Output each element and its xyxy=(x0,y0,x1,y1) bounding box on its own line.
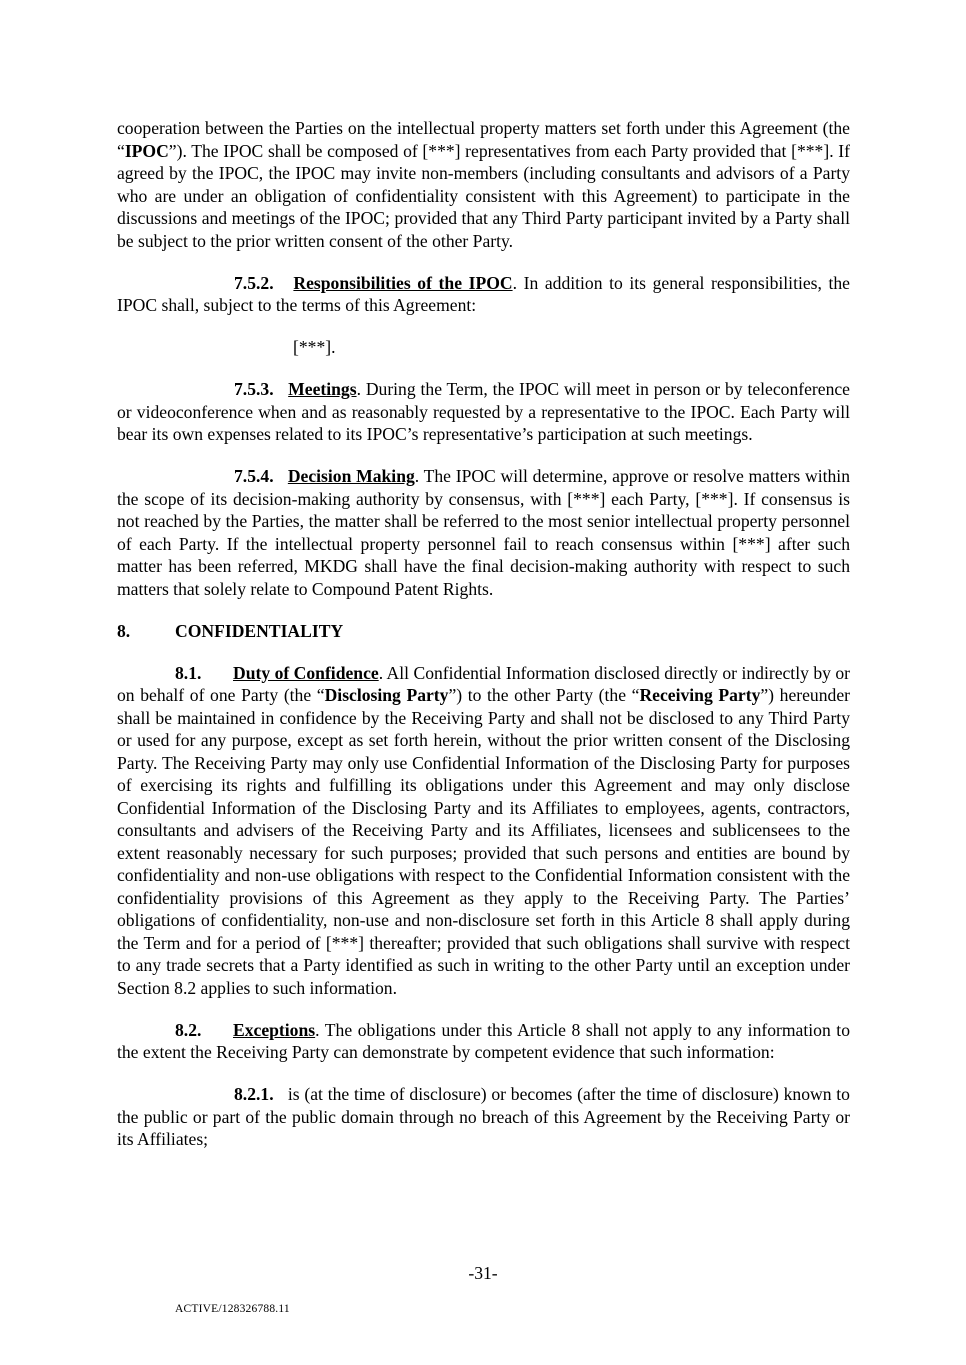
section-7-5-3: 7.5.3. Meetings. During the Term, the IPOC will meet in person or by teleconference or videoconference when and as reasonably requested by a representative to the IPOC. Each Party will bear its own expenses related to its IPOC’s representative’s participation at such meetings. xyxy=(117,379,850,444)
section-8-2: 8.2. Exceptions. The obligations under this Article 8 shall not apply to any information to the extent the Receiving Party can demonstrate by competent evidence that such information: xyxy=(117,1019,850,1062)
defined-term-ipoc: IPOC xyxy=(124,140,169,161)
section-8-2-1: 8.2.1. is (at the time of disclosure) or becomes (after the time of disclosure) known to the public or part of the public domain through no breach of this Agreement by the Receiving Party or its Affiliates; xyxy=(117,1084,850,1149)
section-number: 8.2. xyxy=(175,1019,202,1040)
section-title: Decision Making xyxy=(287,466,415,486)
paragraph-ipoc-intro: cooperation between the Parties on the intellectual property matters set forth under this Agreement (the “IPOC”). The IPOC shall be composed of [***] representatives from each Party provided that [***]. If agreed by the IPOC, the IPOC may invite non-members (including consultants and advisors of a Party who are under an obligation of confidentiality consistent with this Agreement) to participate in the discussions and meetings of the IPOC; provided that any Third Party participant invited by a Party shall be subject to the prior written consent of the other Party. xyxy=(117,118,850,251)
redacted-item: [***]. xyxy=(293,337,336,357)
section-number: 8.1. xyxy=(175,662,202,683)
page-number: -31- xyxy=(468,1263,498,1283)
article-number: 8. xyxy=(117,620,131,641)
section-title: Meetings xyxy=(288,379,357,399)
section-number: 8.2.1. xyxy=(234,1084,274,1104)
section-title: Duty of Confidence xyxy=(233,662,379,683)
section-7-5-4: 7.5.4. Decision Making. The IPOC will determine, approve or resolve matters within the scope of its decision-making authority by consensus, with [***] each Party, [***]. If consensus is not reached by the Parties, the matter shall be referred to the most senior intellectual property personnel of each Party. If the intellectual property personnel fail to reach consensus within [***] after such matter has been referred, MKDG shall have the final decision-making authority with respect to such matters that solely relate to Compound Patent Rights. xyxy=(117,466,850,599)
article-title: CONFIDENTIALITY xyxy=(175,620,344,641)
section-title: Responsibilities of the IPOC xyxy=(293,272,513,293)
article-8-heading xyxy=(117,620,850,643)
defined-term-disclosing-party: Disclosing Party xyxy=(324,685,449,705)
section-title: Exceptions xyxy=(233,1019,316,1040)
section-7-5-2: 7.5.2. Responsibilities of the IPOC. In addition to its general responsibilities, the IPOC shall, subject to the terms of this Agreement: xyxy=(117,272,850,315)
section-number: 7.5.3. xyxy=(234,379,274,399)
document-id: ACTIVE/128326788.11 xyxy=(175,1303,290,1315)
section-number: 7.5.2. xyxy=(234,272,274,293)
section-8-1: 8.1. Duty of Confidence. All Confidential Information disclosed directly or indirectly by or on behalf of one Party (the “Disclosing Party”) to the other Party (the “Receiving Party”) hereunder shall be maintained in confidence by the Receiving Party and shall not be disclosed to any Third Party or used for any purpose, except as set forth herein, without the prior written consent of the Disclosing Party. The Receiving Party may only use Confidential Information of the Disclosing Party for purposes of exercising its rights and fulfilling its obligations under this Agreement and may only disclose Confidential Information of the Disclosing Party and its Affiliates to employees, agents, contractors, consultants and advisers of the Receiving Party and its Affiliates, licensees and sublicensees to the extent reasonably necessary for such purposes; provided that such persons and entities are bound by confidentiality and non-use obligations with respect to the Confidential Information consistent with the confidentiality provisions of this Agreement as they apply to the Receiving Party. The Parties’ obligations of confidentiality, non-use and non-disclosure set forth in this Article 8 shall apply during the Term and for a period of [***] thereafter; provided that such obligations shall survive with respect to any trade secrets that a Party identified as such in writing to the other Party until an exception under Section 8.2 applies to such information. xyxy=(117,662,850,998)
section-number: 7.5.4. xyxy=(234,466,274,486)
defined-term-receiving-party: Receiving Party xyxy=(639,685,761,705)
document-body xyxy=(117,117,850,1151)
